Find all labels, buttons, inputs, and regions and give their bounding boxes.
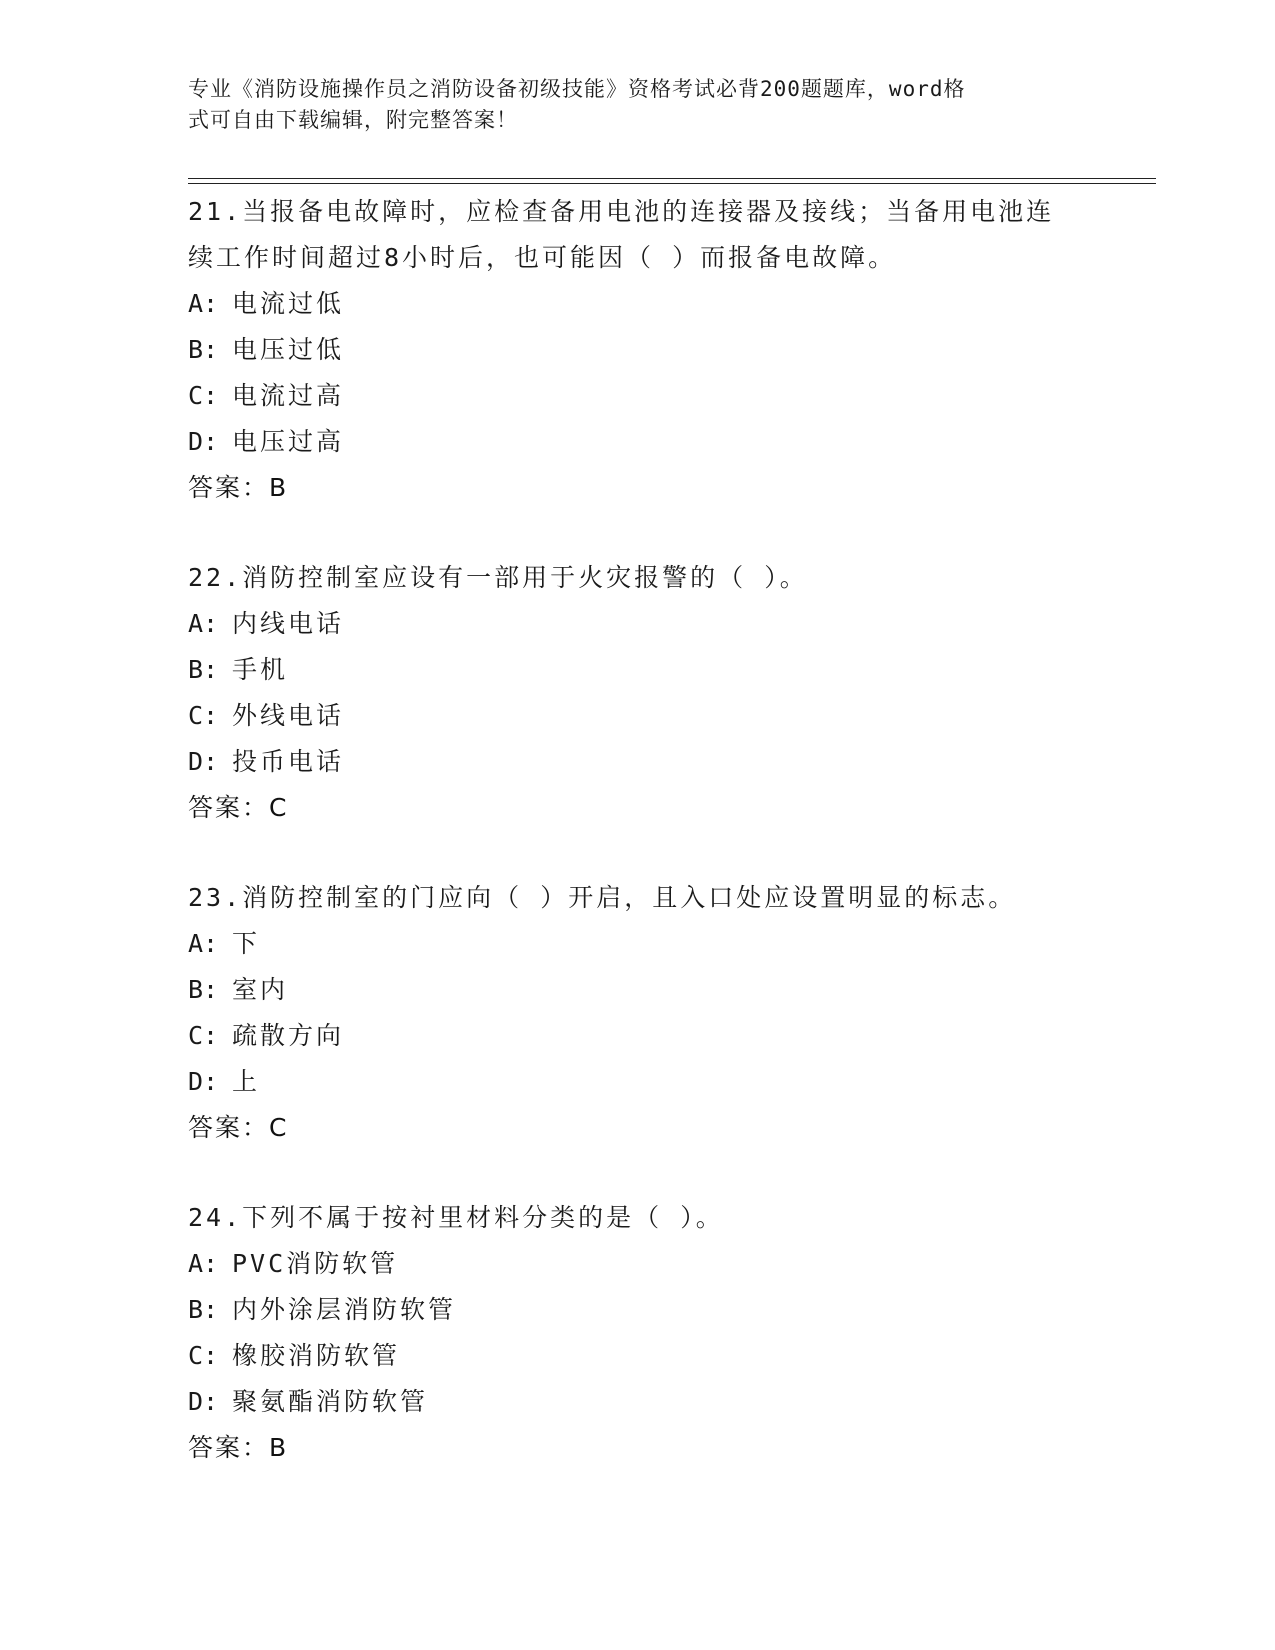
header-line-1: 专业《消防设施操作员之消防设备初级技能》资格考试必背200题题库，word格 <box>188 77 966 101</box>
header-line-2: 式可自由下载编辑，附完整答案！ <box>188 108 518 132</box>
option-d <box>188 419 1088 465</box>
option-b <box>188 647 1088 693</box>
option-letter: A: <box>188 289 219 318</box>
option-b <box>188 967 1088 1013</box>
answer-line: 答案：B <box>188 1433 289 1462</box>
option-a <box>188 601 1088 647</box>
question-stem-line-1: 22.消防控制室应设有一部用于火灾报警的（ ）。 <box>188 563 808 592</box>
option-text: 上 <box>232 1067 261 1096</box>
option-text: 电压过高 <box>232 427 345 456</box>
option-b <box>188 1287 1088 1333</box>
question-stem-line-1: 21.当报备电故障时，应检查备用电池的连接器及接线；当备用电池连 <box>188 197 1055 226</box>
option-letter: C: <box>188 701 219 730</box>
answer-line: 答案：C <box>188 793 289 822</box>
option-letter: B: <box>188 975 219 1004</box>
question-stem-line-2: 续工作时间超过8小时后，也可能因（ ）而报备电故障。 <box>188 243 897 272</box>
option-text: 下 <box>232 929 261 958</box>
question-24 <box>188 1195 1088 1471</box>
option-a <box>188 921 1088 967</box>
option-c <box>188 1333 1088 1379</box>
option-letter: C: <box>188 381 219 410</box>
option-text: 聚氨酯消防软管 <box>232 1387 429 1416</box>
option-text: 橡胶消防软管 <box>232 1341 401 1370</box>
option-letter: C: <box>188 1341 219 1370</box>
question-stem <box>188 555 1088 601</box>
option-d <box>188 739 1088 785</box>
question-22 <box>188 555 1088 831</box>
option-c <box>188 693 1088 739</box>
question-stem-line-1: 24.下列不属于按衬里材料分类的是（ ）。 <box>188 1203 724 1232</box>
document-header <box>188 74 1068 136</box>
header-divider-top <box>188 178 1156 179</box>
option-text: 电流过高 <box>232 381 345 410</box>
option-letter: B: <box>188 655 219 684</box>
option-text: 电压过低 <box>232 335 345 364</box>
option-text: 电流过低 <box>232 289 345 318</box>
option-text: 内外涂层消防软管 <box>232 1295 457 1324</box>
question-stem <box>188 1195 1088 1241</box>
header-divider-bottom <box>188 183 1156 184</box>
question-23 <box>188 875 1088 1151</box>
option-text: PVC消防软管 <box>232 1249 399 1278</box>
option-text: 手机 <box>232 655 289 684</box>
option-text: 室内 <box>232 975 289 1004</box>
option-d <box>188 1379 1088 1425</box>
answer-line: 答案：B <box>188 473 289 502</box>
option-letter: B: <box>188 1295 219 1324</box>
question-stem <box>188 189 1088 281</box>
option-c <box>188 373 1088 419</box>
question-21 <box>188 189 1088 511</box>
option-d <box>188 1059 1088 1105</box>
option-letter: D: <box>188 427 219 456</box>
option-letter: D: <box>188 1067 219 1096</box>
option-letter: B: <box>188 335 219 364</box>
option-a <box>188 281 1088 327</box>
answer-line: 答案：C <box>188 1113 289 1142</box>
option-letter: C: <box>188 1021 219 1050</box>
option-c <box>188 1013 1088 1059</box>
option-b <box>188 327 1088 373</box>
option-text: 外线电话 <box>232 701 345 730</box>
option-letter: A: <box>188 609 219 638</box>
question-stem <box>188 875 1088 921</box>
option-letter: D: <box>188 1387 219 1416</box>
option-text: 内线电话 <box>232 609 345 638</box>
option-letter: A: <box>188 929 219 958</box>
option-text: 疏散方向 <box>232 1021 345 1050</box>
option-a <box>188 1241 1088 1287</box>
question-stem-line-1: 23.消防控制室的门应向（ ）开启，且入口处应设置明显的标志。 <box>188 883 1017 912</box>
option-letter: D: <box>188 747 219 776</box>
option-text: 投币电话 <box>232 747 345 776</box>
option-letter: A: <box>188 1249 219 1278</box>
